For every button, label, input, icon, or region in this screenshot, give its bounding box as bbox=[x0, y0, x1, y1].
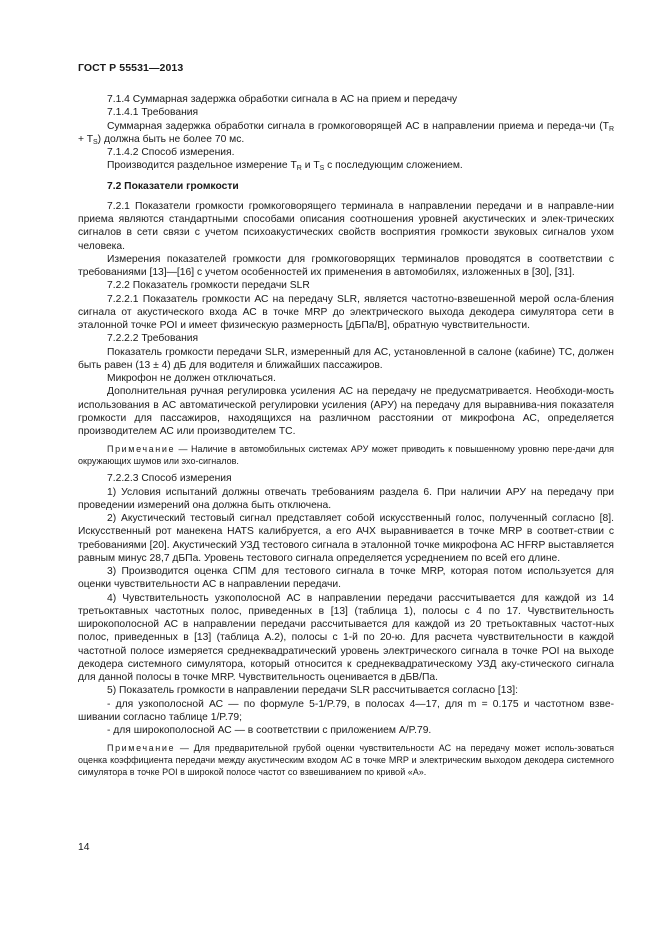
step-2-test-signal: 2) Акустический тестовый сигнал представляет собой искусственный голос, полученный согласно [8]. Искусственный рот манекена HATS калибруется, а его АЧХ выравнивается в точке MRP в соответ-ствии с требованиями [20]. Акустический УЗД тестового сигнала в эталонной точке микрофона АС HFRP выставляется равным минус 28,7 дБПа. Уровень тестового сигнала определяется усреднением по всей его длине. bbox=[78, 513, 614, 564]
paragraph-7-2-2-1: 7.2.2.1 Показатель громкости АС на передачу SLR, является частотно-взвешенной мерой осла-бления сигнала от акустического входа АС в точке MRP до электрического выхода декодера симулятора сети в эталонной точке POI и имеет физическую размерность [дБПа/В], обратную чувствительности. bbox=[78, 293, 614, 331]
step-5-slr: 5) Показатель громкости в направлении передачи SLR рассчитывается согласно [13]: bbox=[107, 685, 518, 697]
step-1-conditions: 1) Условия испытаний должны отвечать требованиям раздела 6. При наличии АРУ на передачу при проведении измерений она должна быть отключена. bbox=[78, 486, 614, 511]
section-7-2-2-2-title: 7.2.2.2 Требования bbox=[107, 333, 199, 345]
note-rough-estimate: Примечание — Для предварительной грубой оценки чувствительности АС на передачу может исполь-зоваться оценка коэффициента передачи между акустическим входом АС в точке MRP и электрическим выходом декодера системного симулятора в точке POI в широкой полосе частот со взвешиванием по кривой «А». bbox=[78, 743, 614, 778]
paragraph-agc: Дополнительная ручная регулировка усиления АС на передачу не предусматривается. Необходи-мость использования в АС автоматической регулировки усиления (АРУ) на передачу для выравнива-ния показателя громкости для пассажиров, находящихся на различном расстоянии от микрофона АС, определяется производителем АС или производителем ТС. bbox=[78, 386, 614, 437]
section-7-1-4-title: 7.1.4 Суммарная задержка обработки сигнала в АС на прием и передачу bbox=[107, 94, 458, 105]
paragraph-microphone: Микрофон не должен отключаться. bbox=[107, 373, 276, 384]
paragraph-delay-requirement: Суммарная задержка обработки сигнала в громкоговорящей АС в направлении приема и переда-чи $(T_R + T_S)$ должна быть не более 70 мс. bbox=[78, 120, 614, 146]
section-7-2-2-3-title: 7.2.2.3 Способ измерения bbox=[107, 473, 232, 485]
paragraph-delay-measurement: Производится раздельное измерение $T_R$ и $T_S$ с последующим сложением. bbox=[107, 160, 463, 173]
paragraph-loudness-measurement: Измерения показателей громкости для громкоговорящих терминалов проводятся в соответствии с требованиями [13]—[16] с учетом особенностей их применения в автомобилях, изложенных в [30], [31]. bbox=[78, 253, 614, 278]
note-agc: Примечание — Наличие в автомобильных системах АРУ может приводить к повышенному уровню пере-дачи для окружающих шумов или эхо-сигналов. bbox=[78, 444, 614, 467]
step-4-sensitivity: 4) Чувствительность узкополосной АС в направлении передачи рассчитывается для каждой из 14 третьоктавных частотных полос, приведенных в [13] (таблица 1), полосы с 4 по 17. Чувствительность широкополосной АС в направлении передачи рассчитывается для каждой из 20 третьоктавных частот-ных полос, приведенных в [13] (таблица А.2), полосы с 1-й по 20-ю. Для расчета чувствительности в каждой частотной полосе измеряется среднеквадратический уровень электрического сигнала в точке POI на выходе декодера системного симулятора, который относится к среднеквадратическому УЗД аку-стического сигнала для данной полосы в точке MRP. Чувствительность оценивается в дБВ/Па. bbox=[78, 592, 614, 683]
page-number: 14 bbox=[78, 842, 90, 853]
section-7-1-4-2-title: 7.1.4.2 Способ измерения. bbox=[107, 147, 235, 158]
section-7-2-2-title: 7.2.2 Показатель громкости передачи SLR bbox=[107, 280, 310, 292]
standard-header: ГОСТ Р 55531—2013 bbox=[78, 62, 184, 74]
section-7-1-4-1-title: 7.1.4.1 Требования bbox=[107, 107, 199, 119]
step-3-psd: 3) Производится оценка СПМ для тестового сигнала в точке MRP, которая потом используется для оценки чувствительности АС в направлении передачи. bbox=[78, 566, 614, 591]
paragraph-7-2-1: 7.2.1 Показатели громкости громкоговорящего терминала в направлении передачи и в направле-нии приема являются стандартными способами описания соотношения уровней акустических и элек-трических сигналов в сети связи с учетом психоакустических свойств восприятия громкости звуковых сигналов ухом человека. bbox=[78, 200, 614, 252]
paragraph-slr-requirement: Показатель громкости передачи SLR, измеренный для АС, установленной в салоне (кабине) ТС, должен быть равен (13 ± 4) дБ для водителя и ближайших пассажиров. bbox=[78, 346, 614, 371]
list-item-narrowband: - для узкополосной АС — по формуле 5-1/P.79, в полосах 4—17, для m = 0.175 и частотном взве-шивании согласно таблице 1/P.79; bbox=[78, 698, 614, 723]
list-item-wideband: - для широкополосной АС — в соответствии с приложением А/P.79. bbox=[107, 725, 432, 736]
page-body bbox=[78, 93, 614, 781]
section-7-2-heading: 7.2 Показатели громкости bbox=[107, 180, 239, 192]
